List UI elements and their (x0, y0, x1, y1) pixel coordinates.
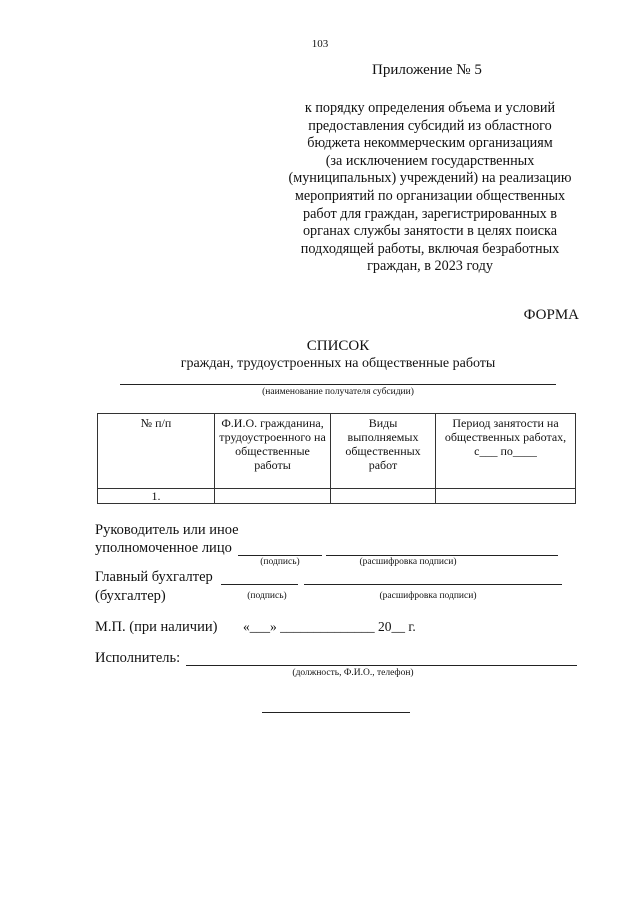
footer-divider (262, 712, 410, 713)
list-subtitle: граждан, трудоустроенных на общественные работы (180, 356, 496, 371)
accountant-signature-decode-field[interactable] (304, 584, 562, 585)
accountant-label-line1: Главный бухгалтер (95, 569, 213, 585)
appendix-description-line: (за исключением государственных (325, 152, 535, 169)
appendix-description-line: мероприятий по организации общественных (294, 187, 566, 204)
stamp-label: М.П. (при наличии) (95, 619, 218, 635)
head-label-line2: уполномоченное лицо (95, 540, 232, 556)
table-row (98, 489, 576, 504)
header-work-types: Виды выполняемых общественных работ (331, 414, 436, 489)
cell-work-types[interactable] (331, 489, 436, 504)
cell-employment-period[interactable] (436, 489, 576, 504)
recipient-caption: (наименование получателя субсидии) (262, 387, 414, 397)
executor-field[interactable] (186, 665, 577, 666)
appendix-description (260, 100, 600, 276)
accountant-signature-caption: (подпись) (247, 591, 287, 601)
head-label-line1: Руководитель или иное (95, 522, 239, 538)
appendix-description-line: (муниципальных) учреждений) на реализацию (288, 170, 572, 187)
appendix-description-line: граждан, в 2023 году (367, 258, 493, 275)
head-decode-caption: (расшифровка подписи) (359, 557, 457, 567)
appendix-description-line: органах службы занятости в целях поиска (302, 223, 558, 240)
executor-label: Исполнитель: (95, 650, 181, 666)
header-employment-period: Период занятости на общественных работах, с___ по____ (436, 414, 576, 489)
accountant-label-line2: (бухгалтер) (95, 588, 166, 604)
appendix-description-line: предоставления субсидий из областного (308, 117, 552, 134)
appendix-description-line: бюджета некоммерческим организациям (307, 135, 553, 152)
form-label: ФОРМА (523, 307, 579, 323)
citizens-table (97, 413, 576, 504)
page-number: 103 (311, 38, 329, 50)
date-field[interactable]: «___» ______________ 20__ г. (243, 619, 416, 634)
appendix-description-line: к порядку определения объема и условий (304, 100, 556, 116)
accountant-signature-field[interactable] (221, 584, 298, 585)
table-header-row (98, 414, 576, 489)
recipient-name-field[interactable] (120, 384, 556, 385)
list-title: СПИСОК (306, 338, 370, 354)
head-signature-decode-field[interactable] (326, 555, 558, 556)
cell-number: 1. (98, 489, 215, 504)
header-number: № п/п (98, 414, 215, 489)
accountant-decode-caption: (расшифровка подписи) (379, 591, 477, 601)
appendix-title: Приложение № 5 (372, 62, 482, 78)
appendix-description-line: работ для граждан, зарегистрированных в (303, 205, 557, 222)
appendix-description-line: подходящей работы, включая безработных (300, 240, 560, 257)
head-signature-field[interactable] (238, 555, 322, 556)
head-signature-caption: (подпись) (260, 557, 300, 567)
cell-fullname[interactable] (215, 489, 331, 504)
executor-caption: (должность, Ф.И.О., телефон) (292, 668, 414, 678)
header-fullname: Ф.И.О. гражданина, трудоустроенного на общественные работы (215, 414, 331, 489)
